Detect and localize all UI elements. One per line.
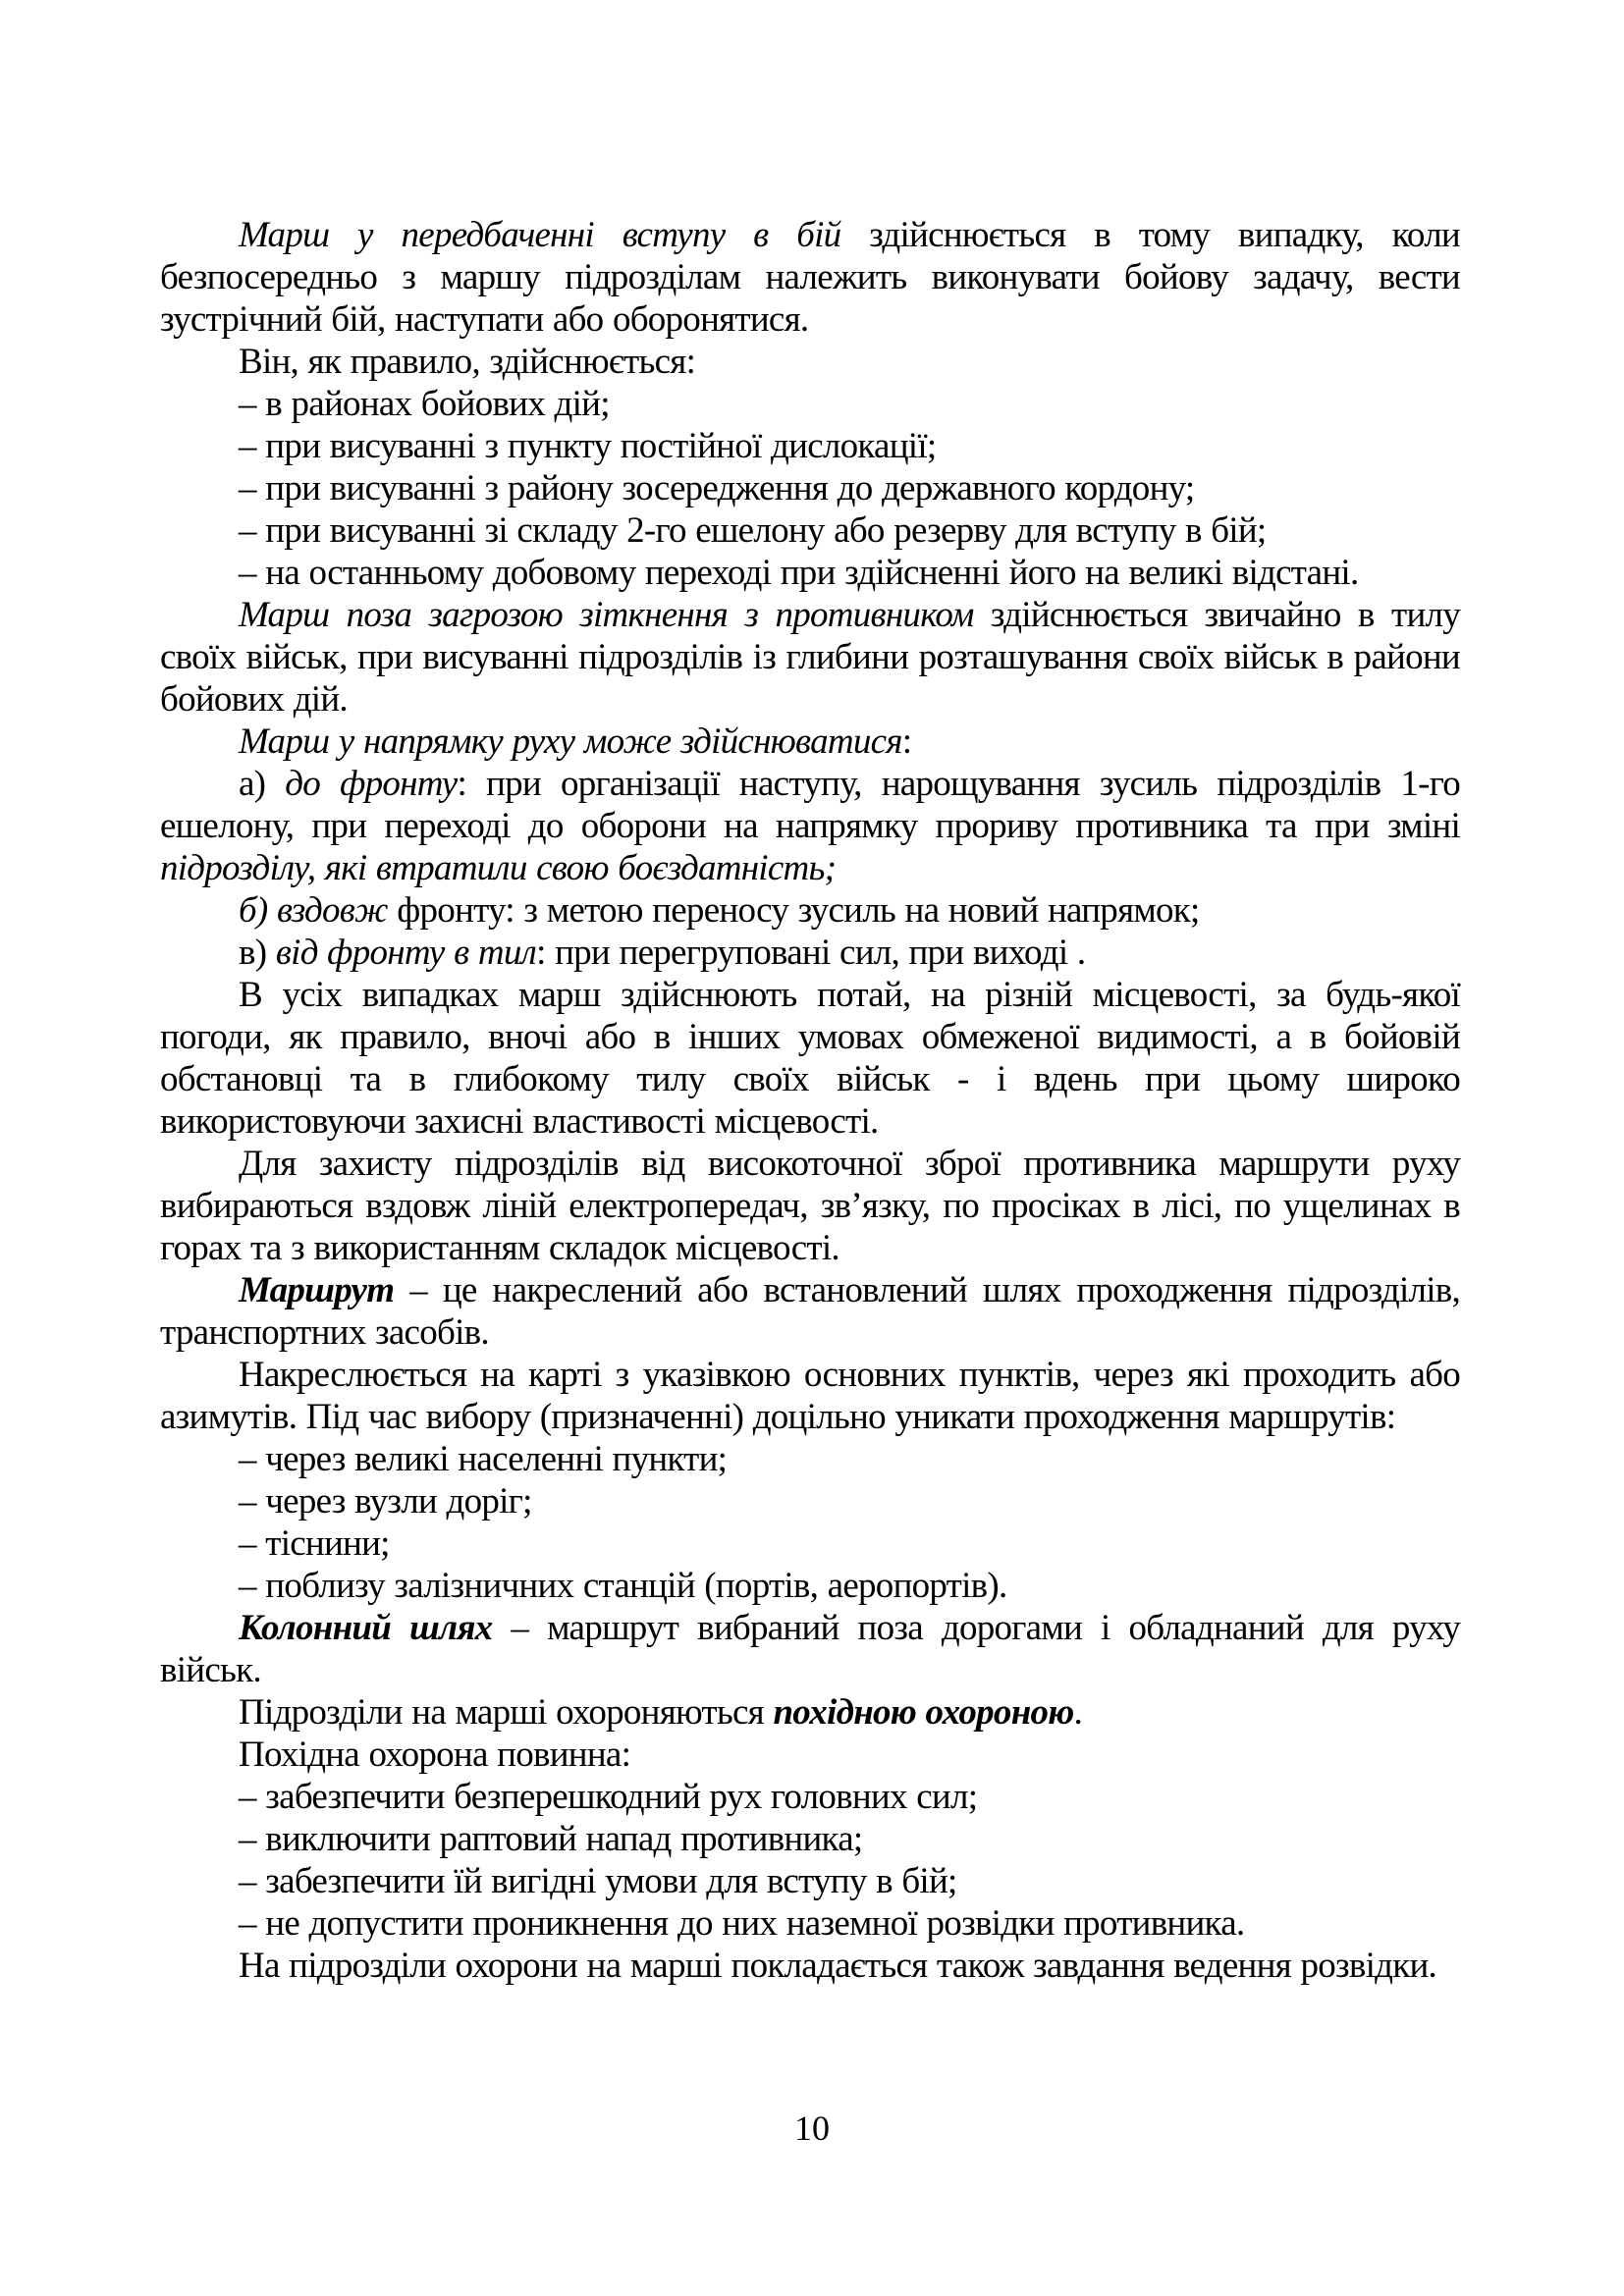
text-run-italic: б) вздовж <box>239 890 388 931</box>
text-run: . <box>1073 1692 1083 1733</box>
text-run: На підрозділи охорони на марші покладається також завдання ведення розвідки. <box>239 1946 1437 1986</box>
text-run: – не допустити проникнення до них наземної розвідки противника. <box>239 1903 1245 1944</box>
paragraph <box>160 1860 1460 1902</box>
text-run: – через великі населенні пункти; <box>239 1439 728 1479</box>
paragraph <box>160 1818 1460 1860</box>
text-run: фронту: з метою переносу зусиль на новий напрямок; <box>387 890 1200 931</box>
paragraph <box>160 721 1460 763</box>
paragraph <box>160 425 1460 467</box>
paragraph <box>160 1902 1460 1945</box>
text-run-italic: Марш поза загрозою зіткнення з противником <box>239 595 974 635</box>
text-run: : при перегруповані сил, при виході . <box>536 933 1086 973</box>
paragraph <box>160 1607 1460 1691</box>
paragraph <box>160 1354 1460 1438</box>
text-run-bold-italic: Маршрут <box>239 1270 395 1310</box>
text-run: здійснюється в тому випадку, коли безпосередньо з маршу підрозділам належить виконувати бойову задачу, вести зустрічний бій, наступати або оборонятися. <box>160 215 1460 340</box>
text-run: а) <box>239 764 286 804</box>
text-run: – маршрут вибраний поза дорогами і обладнаний для руху військ. <box>160 1608 1460 1690</box>
text-run: – в районах бойових дій; <box>239 384 610 424</box>
text-run-italic: Марш у передбаченні вступу в бій <box>239 215 841 255</box>
paragraph <box>160 214 1460 341</box>
paragraph <box>160 509 1460 552</box>
paragraph <box>160 1565 1460 1607</box>
text-run: – на останньому добовому переході при здійсненні його на великі відстані. <box>239 553 1359 593</box>
text-run: – це накреслений або встановлений шлях проходження підрозділів, транспортних засобів. <box>160 1270 1460 1353</box>
text-run-italic: до фронту <box>285 764 458 804</box>
text-run: – виключити раптовий напад противника; <box>239 1819 863 1859</box>
paragraph <box>160 974 1460 1143</box>
text-run-bold-italic: Колонний шлях <box>239 1608 493 1648</box>
paragraph <box>160 1269 1460 1354</box>
text-run-italic: підрозділу, які втратили свою боєздатність; <box>160 848 837 888</box>
page-number: 10 <box>794 2109 830 2148</box>
paragraph <box>160 1522 1460 1565</box>
paragraph <box>160 467 1460 509</box>
paragraph <box>160 1776 1460 1818</box>
paragraph <box>160 552 1460 594</box>
text-run: Він, як правило, здійснюється: <box>239 342 696 382</box>
text-run: В усіх випадках марш здійснюють потай, на різній місцевості, за будь-якої погоди, як правило, вночі або в інших умовах обмеженої видимості, а в бойовій обстановці та в глибокому тилу своїх військ - і вдень при цьому широко використовуючи захисні властивості місцевості. <box>160 975 1460 1142</box>
text-run-bold-italic: похідною охороною <box>773 1692 1074 1733</box>
text-run: Підрозділи на марші охороняються <box>239 1692 774 1733</box>
text-run: – тіснини; <box>239 1523 390 1564</box>
text-run: : <box>901 721 912 762</box>
text-run: Похідна охорона повинна: <box>239 1735 631 1775</box>
paragraph <box>160 1945 1460 1987</box>
text-run: : при організації наступу, нарощування зусиль підрозділів 1-го ешелону, при переході до оборони на напрямку прориву противника та при зміні <box>160 764 1460 846</box>
paragraph <box>160 932 1460 974</box>
text-run: – поблизу залізничних станцій (портів, аеропортів). <box>239 1566 1007 1606</box>
text-run: – при висуванні з району зосередження до державного кордону; <box>239 468 1195 508</box>
text-run: – забезпечити безперешкодний рух головних сил; <box>239 1777 978 1817</box>
text-run: здійснюється звичайно в тилу своїх військ, при висуванні підрозділів із глибини розташування своїх військ в райони бойових дій. <box>160 595 1460 720</box>
text-run: в) <box>239 933 276 973</box>
paragraph <box>160 1480 1460 1522</box>
paragraph <box>160 383 1460 425</box>
text-run-italic: Марш у напрямку руху може здійснюватися <box>239 721 902 762</box>
paragraph <box>160 1143 1460 1269</box>
paragraph <box>160 594 1460 721</box>
text-run-italic: від фронту в тил <box>275 933 537 973</box>
document-body <box>160 214 1460 1987</box>
paragraph <box>160 341 1460 383</box>
text-run: Для захисту підрозділів від високоточної зброї противника маршрути руху вибираються вздовж ліній електропередач, зв’язку, по просіках в лісі, по ущелинах в горах та з використанням складок місцевості. <box>160 1144 1460 1268</box>
text-run: – через вузли доріг; <box>239 1481 532 1522</box>
text-run: Накреслюється на карті з указівкою основних пунктів, через які проходить або азимутів. Під час вибору (призначенні) доцільно уникати проходження маршрутів: <box>160 1355 1460 1437</box>
paragraph <box>160 1734 1460 1776</box>
text-run: – при висуванні зі складу 2-го ешелону або резерву для вступу в бій; <box>239 510 1267 551</box>
paragraph <box>160 889 1460 932</box>
paragraph <box>160 1438 1460 1480</box>
text-run: – при висуванні з пункту постійної дислокації; <box>239 426 937 466</box>
paragraph <box>160 763 1460 889</box>
paragraph <box>160 1691 1460 1734</box>
text-run: – забезпечити їй вигідні умови для вступу в бій; <box>239 1861 957 1901</box>
